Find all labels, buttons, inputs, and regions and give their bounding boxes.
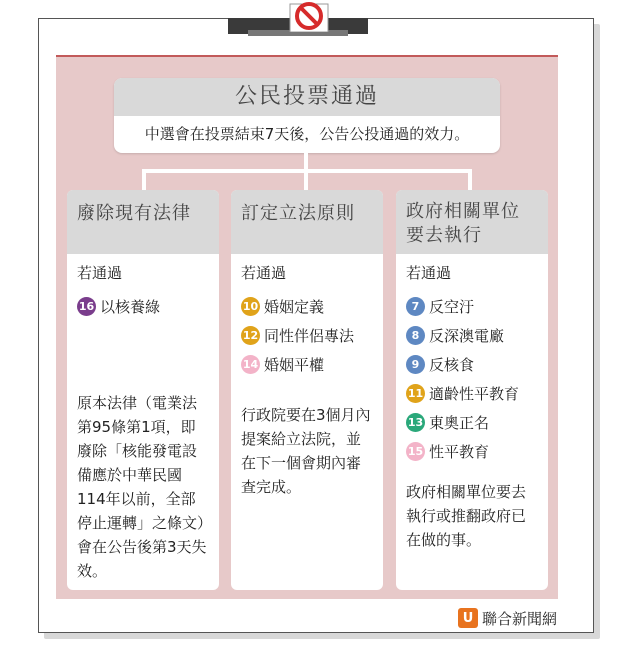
column-description: 行政院要在3個月內提案給立法院，並在下一個會期內審查完成。 [241,406,371,496]
column-description: 政府相關單位要去執行或推翻政府已在做的事。 [406,483,527,549]
referendum-number-badge: 15 [406,442,425,461]
column-title: 訂定立法原則 [231,190,383,254]
referendum-label: 反深澳電廠 [429,326,505,345]
connector-right [468,169,472,191]
column-title: 政府相關單位要去執行 [396,190,548,254]
referendum-number-badge: 13 [406,413,425,432]
referendum-number-badge: 11 [406,384,425,403]
referendum-label: 反核食 [429,355,475,374]
logo-text: 聯合新聞網 [482,609,558,628]
page-subtitle: 中選會在投票結束7天後，公告公投通過的效力。 [144,125,470,143]
list-item [406,350,538,379]
header-box [114,78,500,153]
referendum-number-badge: 9 [406,355,425,374]
referendum-label: 反空汙 [429,297,475,316]
referendum-number-badge: 8 [406,326,425,345]
list-item [406,321,538,350]
udn-logo-icon: U [458,608,478,628]
column-description: 原本法律（電業法第95條第1項，即廢除「核能發電設備應於中華民國114年以前，全部停止運轉」之條文）會在公告後第3天失效。 [77,394,207,580]
column-legislative-principle [231,190,383,590]
referendum-label: 同性伴侶專法 [264,326,355,345]
if-pass-label: 若通過 [77,264,123,282]
list-item [241,321,373,350]
referendum-label: 婚姻平權 [264,355,325,374]
referendum-label: 適齡性平教育 [429,384,520,403]
connector-center [304,169,308,191]
referendum-number-badge: 16 [77,297,96,316]
referendum-label: 性平教育 [429,442,490,461]
referendum-label: 東奧正名 [429,413,490,432]
referendum-number-badge: 12 [241,326,260,345]
referendum-number-badge: 14 [241,355,260,374]
column-government-execute [396,190,548,590]
list-item [406,408,538,437]
list-item [241,292,373,321]
list-item [406,292,538,321]
udn-logo [458,606,557,630]
column-title: 廢除現有法律 [67,190,219,254]
connector-left [142,169,146,191]
if-pass-label: 若通過 [406,264,452,282]
referendum-number-badge: 10 [241,297,260,316]
list-item [241,350,373,379]
if-pass-label: 若通過 [241,264,287,282]
page-title: 公民投票通過 [114,78,500,116]
list-item [406,379,538,408]
list-item [77,292,209,321]
list-item [406,437,538,466]
referendum-number-badge: 7 [406,297,425,316]
referendum-label: 以核養綠 [100,297,161,316]
ballot-prohibition-icon [284,0,334,32]
column-repeal-law [67,190,219,590]
referendum-label: 婚姻定義 [264,297,325,316]
